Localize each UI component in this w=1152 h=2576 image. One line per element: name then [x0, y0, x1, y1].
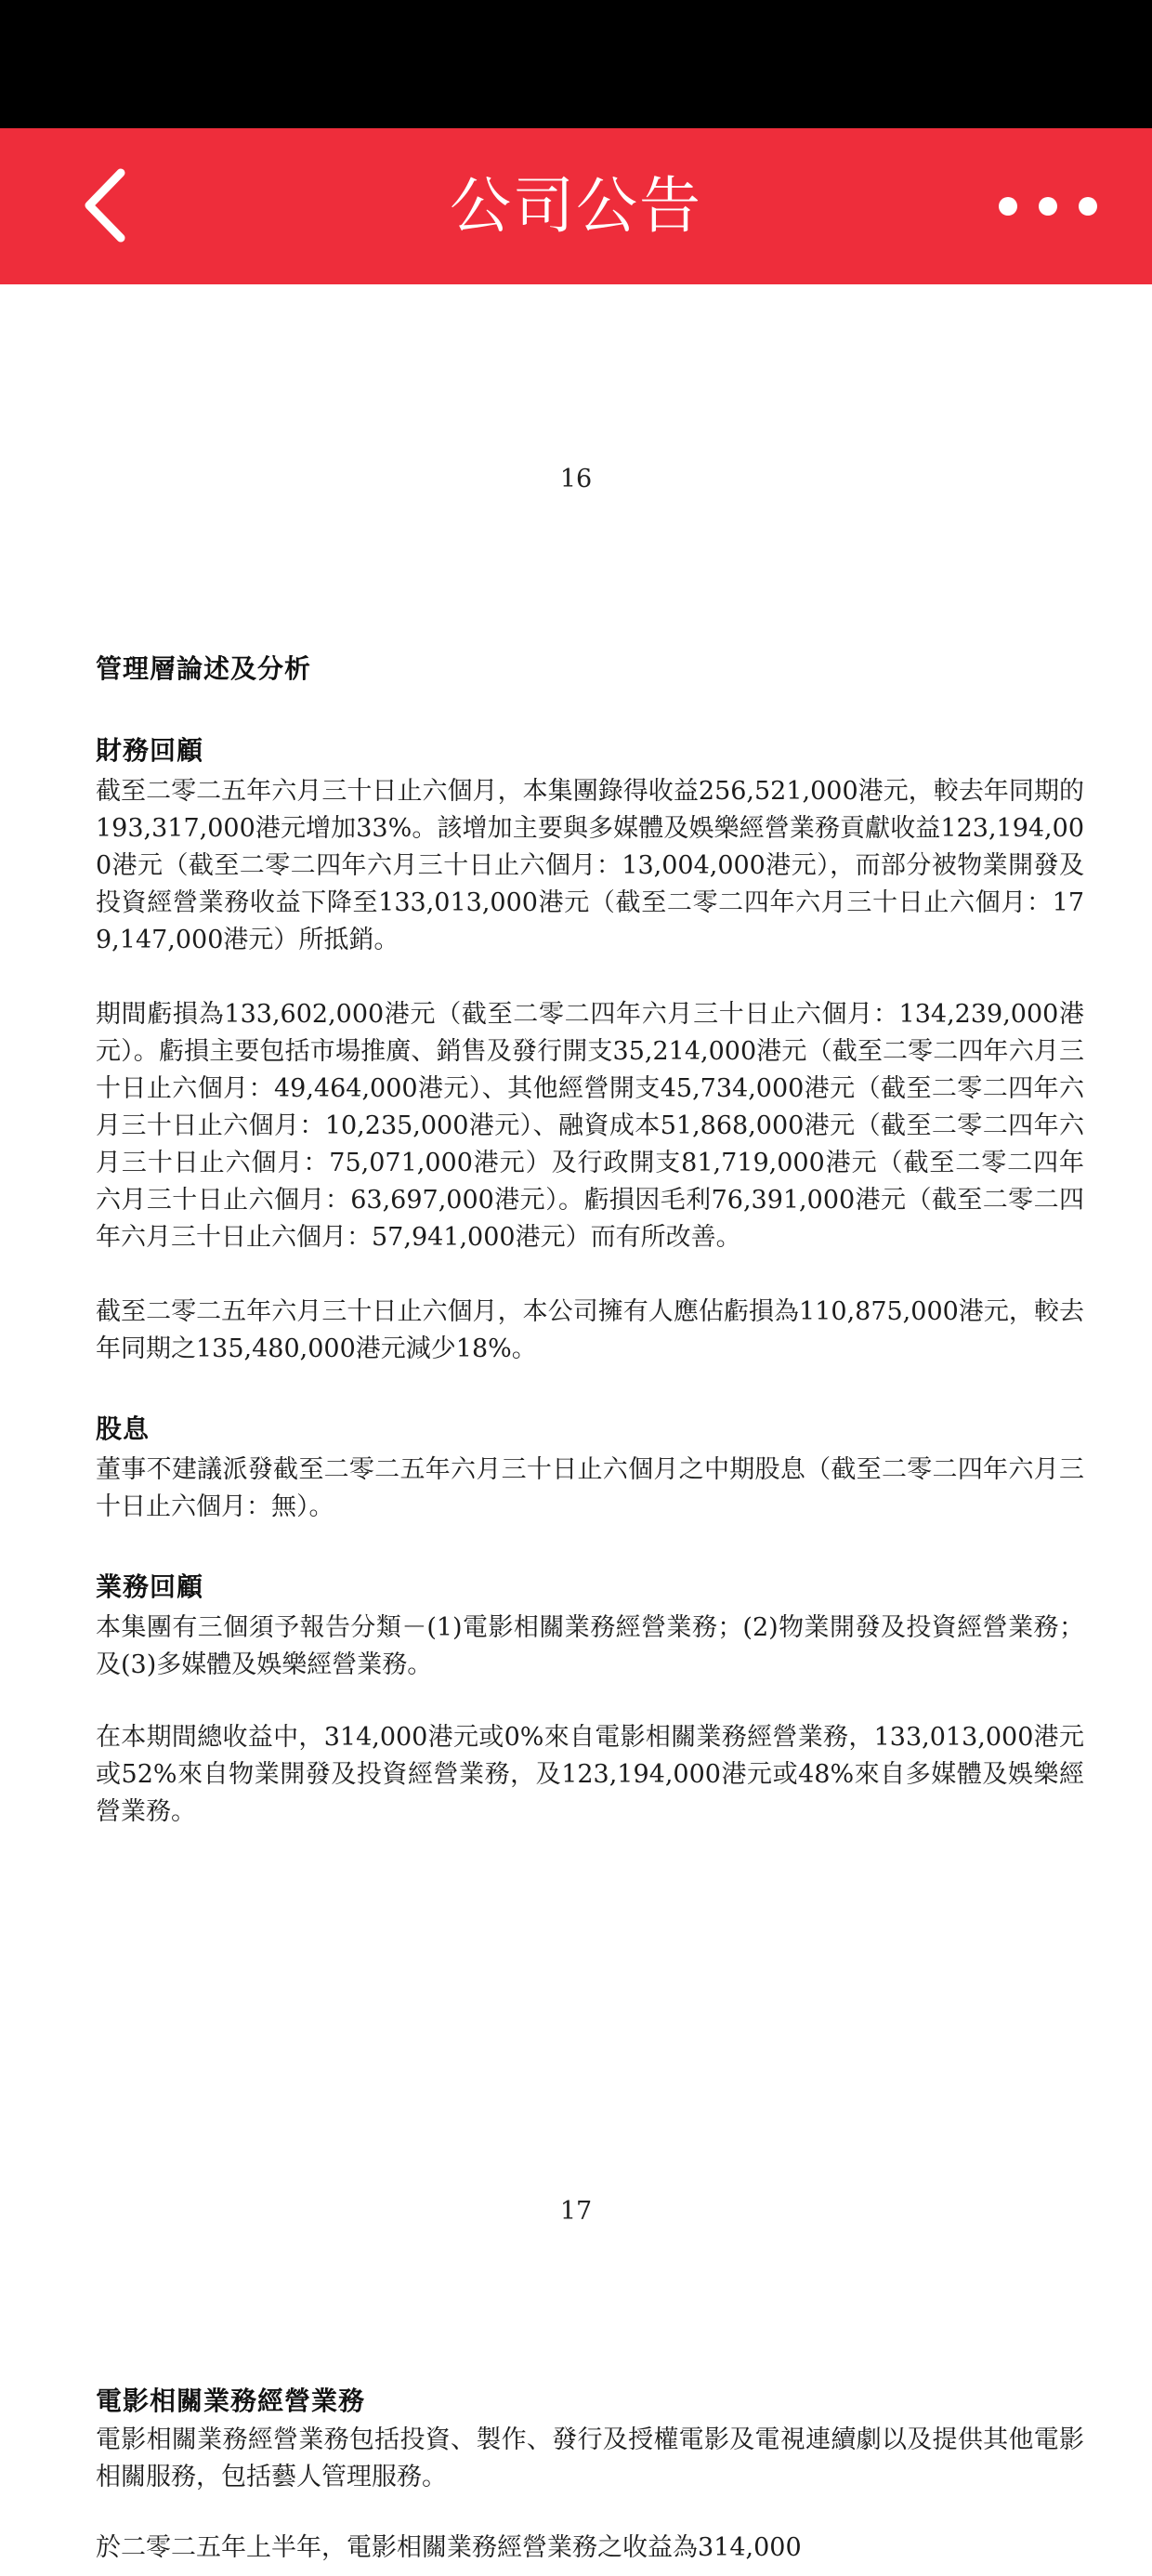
business-review-heading: 業務回顧	[96, 1571, 204, 1602]
dividend-paragraph: 董事不建議派發截至二零二五年六月三十日止六個月之中期股息（截至二零二四年六月三十日止六個月：無）。	[96, 1455, 1084, 1521]
page-number-16: 16	[559, 465, 593, 493]
more-dots-icon[interactable]	[992, 180, 1104, 232]
dividend-heading: 股息	[96, 1413, 151, 1444]
financial-review-heading: 財務回顧	[96, 735, 204, 766]
nav-title: 公司公告	[450, 170, 702, 242]
section-title: 管理層論述及分析	[96, 653, 312, 684]
page-number-17: 17	[559, 2197, 593, 2226]
business-review-paragraph-1: 本集團有三個須予報告分類－(1)電影相關業務經營業務；(2)物業開發及投資經營業務；及(3)多媒體及娛樂經營業務。	[96, 1613, 1084, 1679]
status-bar	[0, 0, 1152, 128]
film-business-heading: 電影相關業務經營業務	[96, 2385, 366, 2416]
film-business-paragraph-2: 於二零二五年上半年，電影相關業務經營業務之收益為314,000	[96, 2533, 802, 2562]
financial-review-paragraph-2: 期間虧損為133,602,000港元（截至二零二四年六月三十日止六個月：134,239,000港元）。虧損主要包括市場推廣、銷售及發行開支35,214,000港元（截至二零二四年六月三十日止六個月：49,464,000港元）、其他經營開支45,734,000港元（截至二零二四年六月三十日止六個月：10,235,000港元）、融資成本51,868,000港元（截至二零二四年六月三十日止六個月：75,071,000港元）及行政開支81,719,000港元（截至二零二四年六月三十日止六個月：63,697,000港元）。虧損因毛利76,391,000港元（截至二零二四年六月三十日止六個月：57,941,000港元）而有所改善。	[96, 1000, 1084, 1252]
film-business-paragraph-1: 電影相關業務經營業務包括投資、製作、發行及授權電影及電視連續劇以及提供其他電影相關服務，包括藝人管理服務。	[96, 2425, 1084, 2491]
financial-review-paragraph-3: 截至二零二五年六月三十日止六個月，本公司擁有人應佔虧損為110,875,000港元，較去年同期之135,480,000港元減少18%。	[96, 1297, 1084, 1363]
financial-review-paragraph-1: 截至二零二五年六月三十日止六個月，本集團錄得收益256,521,000港元，較去年同期的193,317,000港元增加33%。該增加主要與多媒體及娛樂經營業務貢獻收益123,194,000港元（截至二零二四年六月三十日止六個月：13,004,000港元），而部分被物業開發及投資經營業務收益下降至133,013,000港元（截至二零二四年六月三十日止六個月：179,147,000港元）所抵銷。	[96, 777, 1084, 954]
nav-bar	[0, 128, 1152, 284]
business-review-paragraph-2: 在本期間總收益中，314,000港元或0%來自電影相關業務經營業務，133,013,000港元或52%來自物業開發及投資經營業務，及123,194,000港元或48%來自多媒體及娛樂經營業務。	[96, 1723, 1084, 1826]
